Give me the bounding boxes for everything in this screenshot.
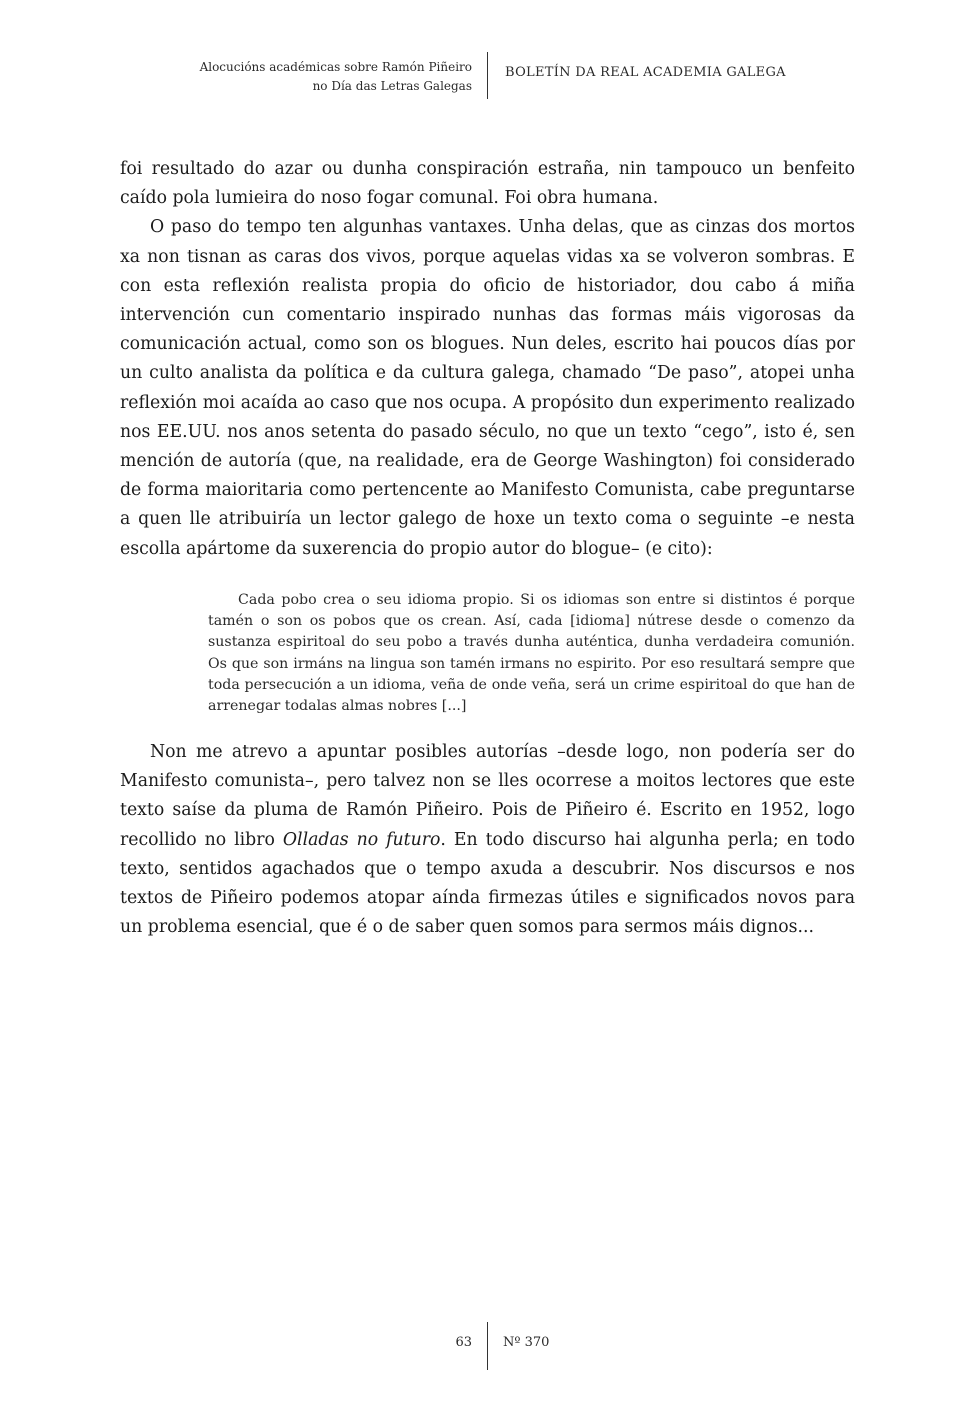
paragraph-1: foi resultado do azar ou dunha conspiración estraña, nin tampouco un benfeito caído pola lumieira do noso fogar comunal. Foi obra humana. [120,159,855,209]
block-quote [208,590,855,717]
header-left-line-1: Alocucións académicas sobre Ramón Piñeiro [199,60,472,74]
page-number: 63 [455,1335,472,1350]
header-divider [487,52,488,99]
footer-divider [487,1322,488,1370]
paragraph-3-part-2: . En todo discurso hai algunha perla; en todo texto, sentidos agachados que o tempo axuda a descubrir. Nos discursos e nos textos de Piñeiro podemos atopar aínda firmezas útiles e significados novos para un problema esencial, que é o de saber quen somos para sermos máis dignos... [120,829,855,938]
main-text [120,155,855,564]
header-left-line-2: no Día das Letras Galegas [312,79,472,93]
quote-text: Cada pobo crea o seu idioma propio. Si os idiomas son entre si distintos é porque tamén o son os pobos que os crean. Así, cada [idioma] nútrese desde o comenzo da sustanza espiritoal do seu pobo a través dunha auténtica, dunha verdadeira comunión. Os que son irmáns na lingua son tamén irmans no espirito. Por eso resultará sempre que toda persecución a un idioma, veña de onde veña, será un crime espiritoal do que han de arrenegar todalas almas nobres [...] [208,592,855,715]
book-title: Olladas no futuro [282,829,441,850]
issue-number: Nº 370 [503,1335,550,1350]
running-header-left [170,58,472,96]
paragraph-3-part-1: Non me atrevo a apuntar posibles autorías –desde logo, non podería ser do Manifesto comunista–, pero talvez non se lles ocorrese a moitos lectores que este texto saíse da pluma de Ramón Piñeiro. Pois de Piñeiro é. Escrito en 1952, logo recollido no libro [120,742,855,850]
paragraph-3 [120,738,855,942]
paragraph-2: O paso do tempo ten algunhas vantaxes. Unha delas, que as cinzas dos mortos xa non tisnan as caras dos vivos, porque aquelas vidas xa se volveron sombras. E con esta reflexión realista propia do oficio de historiador, dou cabo á miña intervención cun comentario inspirado nunhas das formas máis vigorosas da comunicación actual, como son os blogues. Nun deles, escrito hai poucos días por un culto analista da política e da cultura galega, chamado “De paso”, atopei unha reflexión moi acaída ao caso que nos ocupa. A propósito dun experimento realizado nos EE.UU. nos anos setenta do pasado século, no que un texto “cego”, isto é, sen mención de autoría (que, na realidade, era de George Washington) foi considerado de forma maioritaria como pertencente ao Manifesto Comunista, cabe preguntarse a quen lle atribuiría un lector galego de hoxe un texto coma o seguinte –e nesta escolla apártome da suxerencia do propio autor do blogue– (e cito): [120,217,855,559]
closing-text [120,738,855,942]
journal-title: BOLETÍN DA REAL ACADEMIA GALEGA [505,65,786,80]
